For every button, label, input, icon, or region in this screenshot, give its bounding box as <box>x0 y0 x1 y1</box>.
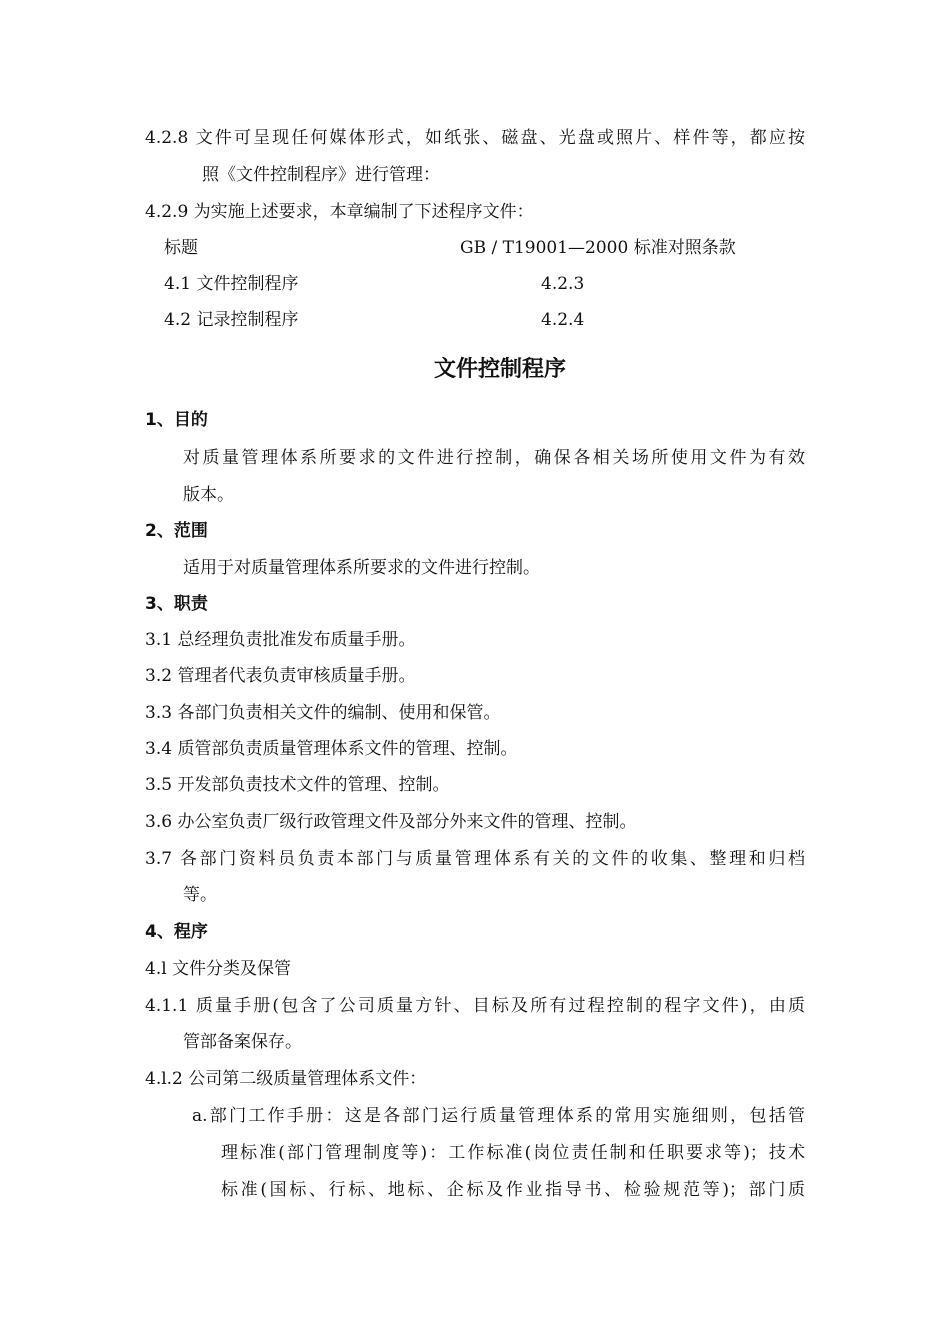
table-header-clause: GB / T19001—2000 标准对照条款 <box>460 238 736 258</box>
table-header-title: 标题 <box>164 238 198 258</box>
responsibility-item: 3.2 管理者代表负责审核质量手册。 <box>145 666 416 686</box>
document-title: 文件控制程序 <box>433 357 566 382</box>
table-row-title: 4.1 文件控制程序 <box>164 274 299 294</box>
section-heading-purpose: 1、目的 <box>145 410 208 430</box>
table-row-clause: 4.2.3 <box>541 274 585 294</box>
responsibility-item: 3.3 各部门负责相关文件的编制、使用和保管。 <box>145 703 501 723</box>
procedure-a-line2: 理标准(部门管理制度等)：工作标准(岗位责任制和任职要求等)；技术 <box>221 1143 805 1163</box>
procedure-4-1-1-line2: 管部备案保存。 <box>183 1032 302 1052</box>
paragraph-4-2-8-line2: 照《文件控制程序》进行管理： <box>202 165 440 185</box>
table-row-title: 4.2 记录控制程序 <box>164 310 299 330</box>
procedure-a-line1: a.部门工作手册：这是各部门运行质量管理体系的常用实施细则，包括管 <box>192 1106 805 1126</box>
table-row-clause: 4.2.4 <box>541 310 585 330</box>
procedure-4-1: 4.l 文件分类及保管 <box>145 959 292 979</box>
responsibility-item: 3.4 质管部负责质量管理体系文件的管理、控制。 <box>145 739 518 759</box>
purpose-line2: 版本。 <box>183 485 234 505</box>
section-heading-scope: 2、范围 <box>145 521 208 541</box>
procedure-a-line3: 标准(国标、行标、地标、企标及作业指导书、检验规范等)；部门质 <box>221 1180 805 1200</box>
procedure-4-1-1-line1: 4.1.1 质量手册(包含了公司质量方针、目标及所有过程控制的程字文件)，由质 <box>145 996 805 1016</box>
purpose-line1: 对质量管理体系所要求的文件进行控制，确保各相关场所使用文件为有效 <box>183 448 805 468</box>
responsibility-item: 3.1 总经理负责批准发布质量手册。 <box>145 630 416 650</box>
procedure-4-1-2: 4.l.2 公司第二级质量管理体系文件： <box>145 1069 427 1089</box>
paragraph-4-2-8-line1: 4.2.8 文件可呈现任何媒体形式，如纸张、磁盘、光盘或照片、样件等，都应按 <box>145 128 805 148</box>
paragraph-4-2-9: 4.2.9 为实施上述要求，本章编制了下述程序文件： <box>145 202 534 222</box>
responsibility-item: 3.5 开发部负责技术文件的管理、控制。 <box>145 775 450 795</box>
section-heading-responsibility: 3、职责 <box>145 594 208 614</box>
responsibility-item-3-7-line1: 3.7 各部门资料员负责本部门与质量管理体系有关的文件的收集、整理和归档 <box>145 849 805 869</box>
section-heading-procedure: 4、程序 <box>145 922 208 942</box>
responsibility-item-3-7-line2: 等。 <box>183 885 217 905</box>
scope-line1: 适用于对质量管理体系所要求的文件进行控制。 <box>183 558 540 578</box>
responsibility-item: 3.6 办公室负责厂级行政管理文件及部分外来文件的管理、控制。 <box>145 812 637 832</box>
